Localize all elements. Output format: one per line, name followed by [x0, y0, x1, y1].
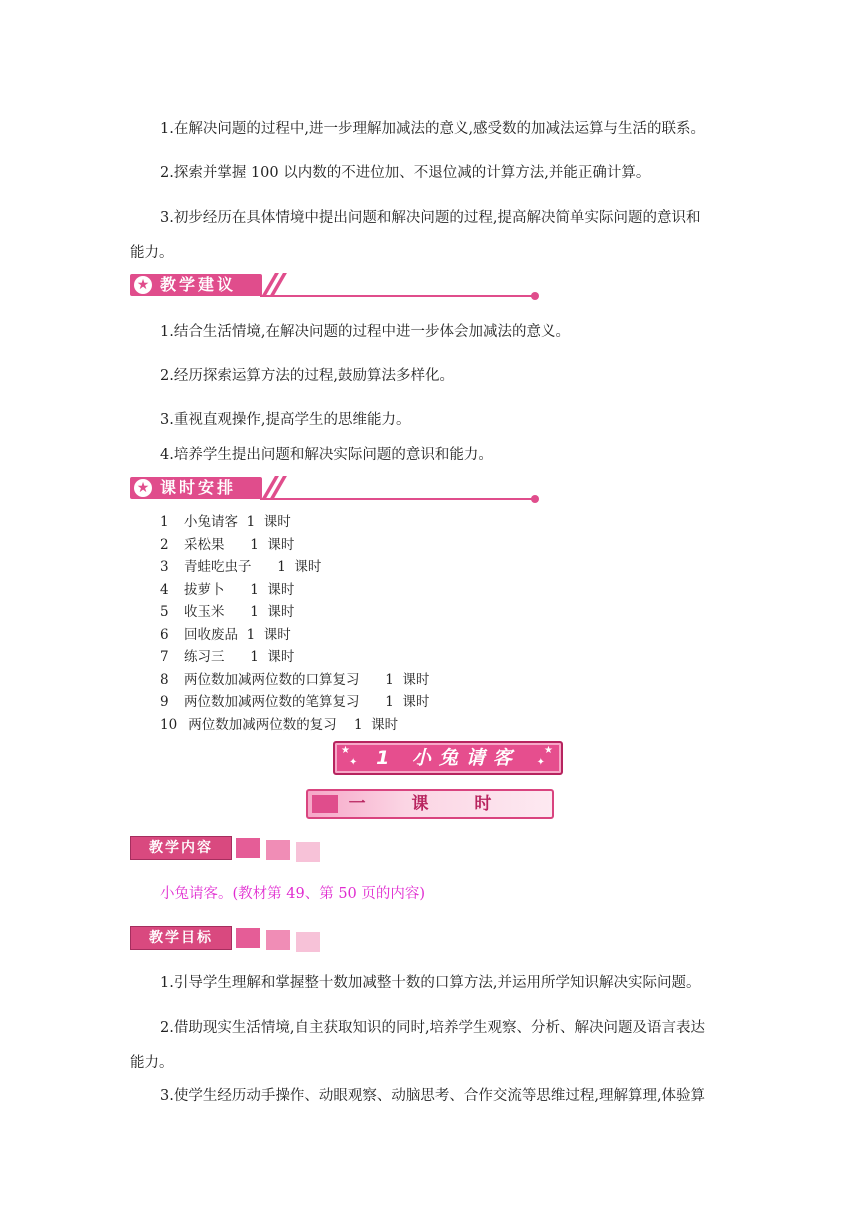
banner-dot	[531, 292, 539, 300]
schedule-item: 6 回收废品 1 课时	[160, 627, 291, 643]
schedule-item: 2 采松果 1 课时	[160, 537, 295, 553]
sparkle-icon: ★	[544, 745, 553, 756]
sparkle-icon: ✦	[536, 757, 545, 768]
lesson-period: 一 课 时	[348, 794, 512, 814]
section-banner-schedule	[130, 475, 410, 505]
decor-square	[266, 840, 290, 860]
goal-line-3: 3.初步经历在具体情境中提出问题和解决问题的过程,提高解决简单实际问题的意识和	[160, 210, 701, 226]
schedule-item: 10 两位数加减两位数的复习 1 课时	[160, 717, 399, 733]
decor-square	[296, 842, 320, 862]
section-title: 教学建议	[160, 275, 237, 294]
decor-square	[236, 928, 260, 948]
schedule-item: 9 两位数加减两位数的笔算复习 1 课时	[160, 694, 430, 710]
schedule-item: 1 小兔请客 1 课时	[160, 514, 291, 530]
schedule-item: 4 拔萝卜 1 课时	[160, 582, 295, 598]
sparkle-icon: ✦	[349, 757, 358, 768]
schedule-item: 3 青蛙吃虫子 1 课时	[160, 559, 322, 575]
lesson-period-box	[306, 789, 554, 819]
objectives-label: 教学目标	[130, 926, 232, 950]
schedule-item: 5 收玉米 1 课时	[160, 604, 295, 620]
schedule-item: 8 两位数加减两位数的口算复习 1 课时	[160, 672, 430, 688]
content-text: 小兔请客。(教材第 49、第 50 页的内容)	[160, 886, 426, 902]
banner-rule	[260, 295, 534, 297]
objective-line-1: 1.引导学生理解和掌握整十数加减整十数的口算方法,并运用所学知识解决实际问题。	[160, 975, 701, 991]
section-banner-suggestions	[130, 272, 410, 302]
decor-square	[296, 932, 320, 952]
decor-square	[236, 838, 260, 858]
banner-rule	[260, 498, 534, 500]
decor-square	[266, 930, 290, 950]
section-title: 课时安排	[160, 478, 237, 497]
lesson-title-plaque	[333, 741, 563, 775]
objective-line-3: 3.使学生经历动手操作、动眼观察、动脑思考、合作交流等思维过程,理解算理,体验算	[160, 1088, 706, 1104]
suggestion-3: 3.重视直观操作,提高学生的思维能力。	[160, 412, 411, 428]
objective-line-2-cont: 能力。	[130, 1055, 174, 1071]
suggestion-1: 1.结合生活情境,在解决问题的过程中进一步体会加减法的意义。	[160, 324, 570, 340]
star-icon: ★	[134, 479, 152, 497]
star-icon: ★	[134, 276, 152, 294]
goal-line-3-cont: 能力。	[130, 245, 174, 261]
goal-line-2: 2.探索并掌握 100 以内数的不进位加、不退位减的计算方法,并能正确计算。	[160, 165, 651, 181]
goal-line-1: 1.在解决问题的过程中,进一步理解加减法的意义,感受数的加减法运算与生活的联系。	[160, 121, 706, 137]
content-label: 教学内容	[130, 836, 232, 860]
lesson-title: 1 小兔请客	[376, 747, 520, 769]
banner-dot	[531, 495, 539, 503]
suggestion-2: 2.经历探索运算方法的过程,鼓励算法多样化。	[160, 368, 454, 384]
suggestion-4: 4.培养学生提出问题和解决实际问题的意识和能力。	[160, 447, 493, 463]
schedule-item: 7 练习三 1 课时	[160, 649, 295, 665]
sparkle-icon: ★	[341, 745, 350, 756]
objective-line-2: 2.借助现实生活情境,自主获取知识的同时,培养学生观察、分析、解决问题及语言表达	[160, 1020, 706, 1036]
